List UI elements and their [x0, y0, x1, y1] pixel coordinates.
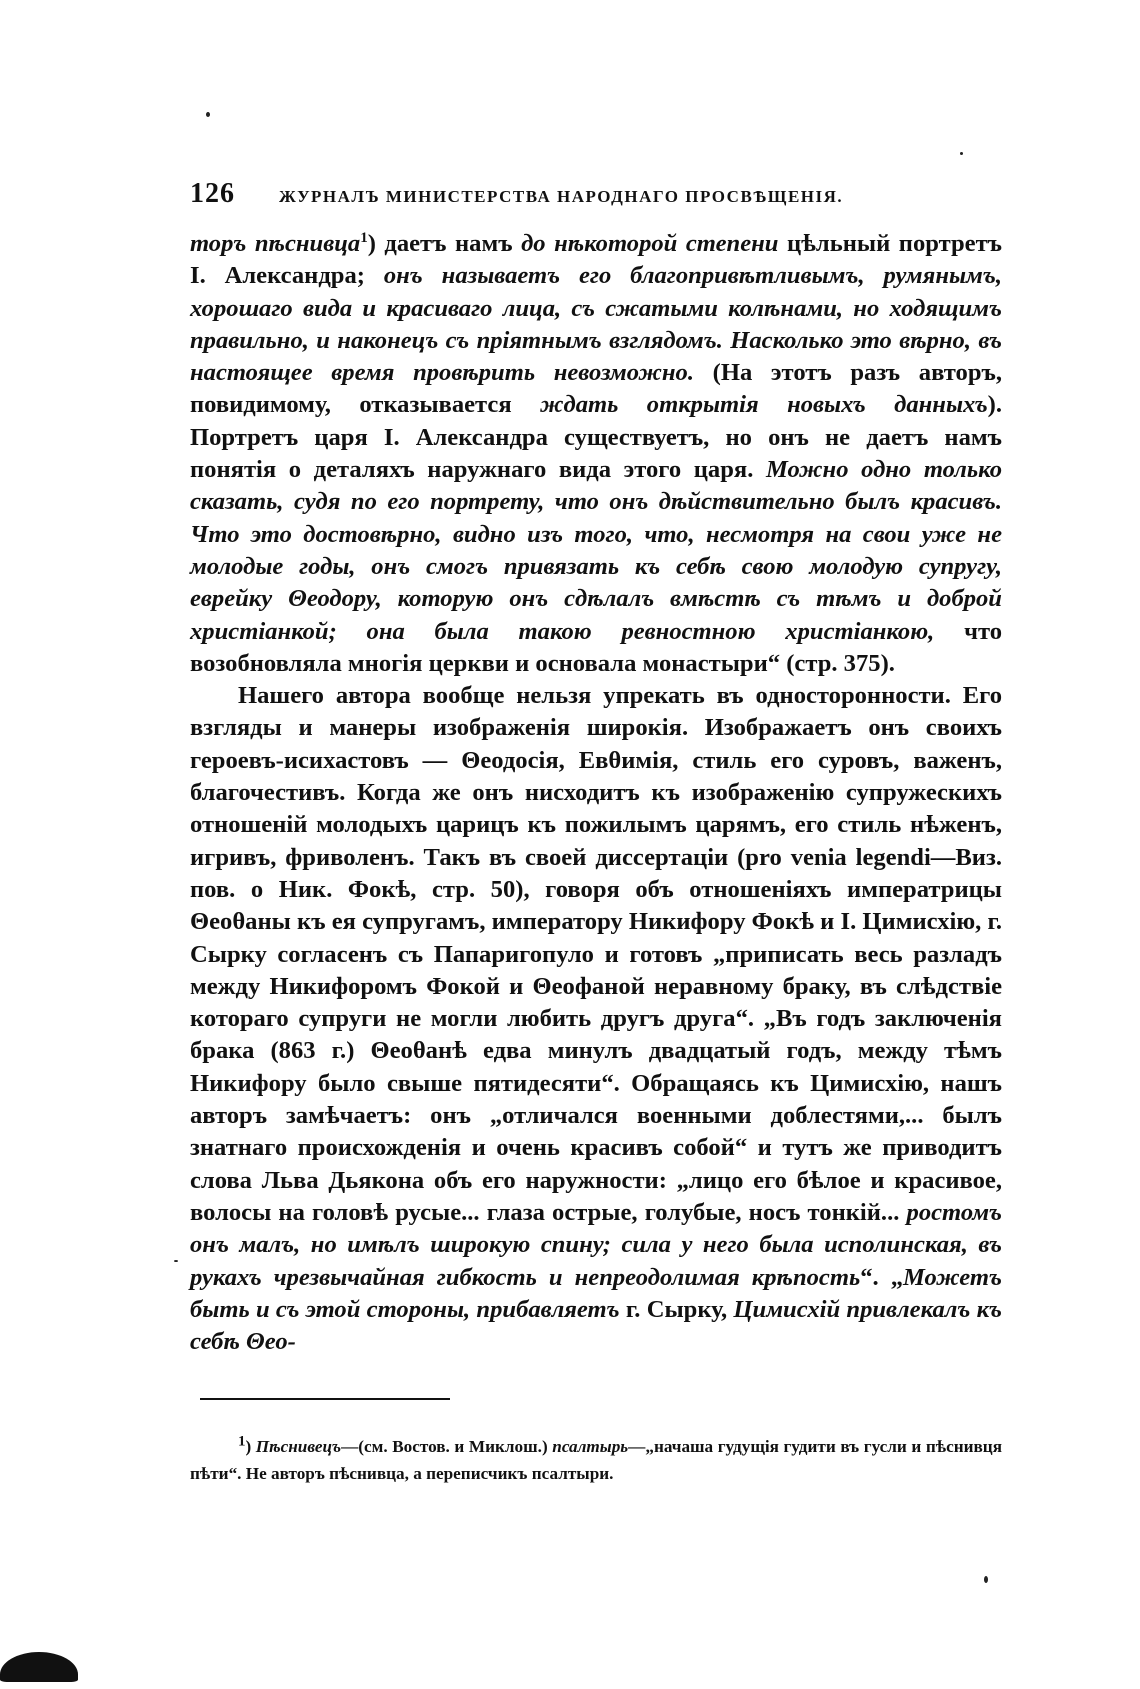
- text-span: ростомъ онъ малъ, но имѣлъ широкую спину; сила у него была исполинская, въ рукахъ чрезвычайная гибкость и непреодолимая крѣпость: [190, 1198, 1002, 1291]
- body-text: [190, 228, 1002, 1358]
- text-span: ) даетъ намъ: [367, 230, 522, 257]
- page-number: 126: [190, 178, 235, 209]
- text-span: что возобновляла многія церкви и основала монастыри“ (стр. 375).: [190, 617, 1002, 677]
- text-span: Можетъ быть и съ этой стороны, прибавляетъ: [190, 1263, 1002, 1323]
- text-span: цѣльный портретъ І. Александра;: [190, 230, 1002, 290]
- text-span: торъ пѣснивца: [190, 230, 361, 257]
- text-span: ждать открытія новыхъ данныхъ: [540, 391, 988, 419]
- scan-speck: [960, 152, 963, 155]
- text-span: (На этотъ разъ авторъ, повидимому, отказывается: [190, 359, 1002, 419]
- text-span: Можно одно только сказать, судя по его портрету, что онъ дѣйствительно былъ красивъ. Что это достовѣрно, видно изъ того, что, несмотря на свои уже не молодые годы, онъ смогъ привязать къ себѣ свою молодую супругу, еврейку Θеодору, которую онъ сдѣлалъ вмѣстѣ съ тѣмъ и доброй христіанкой; она была такою ревностною христіанкою,: [190, 456, 1002, 645]
- text-span: “. „: [860, 1263, 904, 1291]
- scan-speck: [206, 112, 210, 117]
- text-span: —„начаша гудущія гудити въ гусли и пѣснивця пѣти“. Не авторъ пѣснивца, а переписчикъ псалтыри.: [190, 1437, 1002, 1483]
- page-header: [190, 178, 1010, 212]
- footnote-mark: 1: [238, 1433, 246, 1450]
- text-span: ). Портретъ царя І. Александра существуетъ, но онъ не даетъ намъ понятія о деталяхъ наружнаго вида этого царя.: [190, 391, 1002, 484]
- scan-speck: [174, 1260, 178, 1262]
- footnote-divider: [200, 1398, 450, 1400]
- text-span: Нашего автора вообще нельзя упрекать въ односторонности. Его взгляды и манеры изображенія широкія. Изображаетъ онъ своихъ героевъ-исихастовъ — Θеодосія, Евθимія, стиль его суровъ, важенъ, благочестивъ. Когда же онъ нисходитъ къ изображенію супружескихъ отношеній молодыхъ царицъ къ пожилымъ царямъ, его стиль нѣженъ, игривъ, фриволенъ. Такъ въ своей диссертаціи (pro venia legendi—Виз. пов. о Ник. Фокѣ, стр. 50), говоря объ отношеніяхъ императрицы Θеоθаны къ ея супругамъ, императору Никифору Фокѣ и І. Цимисхію, г. Сырку согласенъ съ Папаригопуло и готовъ „приписать весь разладъ между Никифоромъ Фокой и Θеофаной неравному браку, въ слѣдствіе котораго супруги не могли любить другъ друга“. „Въ годъ заключенія брака (863 г.) Θеоθанѣ едва минулъ двадцатый годъ, между тѣмъ Никифору было свыше пятидесяти“. Обращаясь къ Цимисхію, нашъ авторъ замѣчаетъ: онъ „отличался военными доблестями,... былъ знатнаго происхожденія и очень красивъ собой“ и тутъ же приводитъ слова Льва Дьякона объ его наружности: „лицо его бѣлое и красивое, волосы на головѣ русые... глаза острые, голубые, носъ тонкій...: [190, 682, 1002, 1226]
- text-span: —(см. Востов. и Миклош.): [341, 1437, 553, 1456]
- text-span: до нѣкоторой степени: [521, 230, 779, 257]
- text-span: онъ называетъ его благопривѣтливымъ, румянымъ, хорошаго вида и красиваго лица, съ сжатыми колѣнами, но ходящимъ правильно, и наконецъ съ пріятнымъ взглядомъ. Насколько это вѣрно, въ настоящее время провѣрить невозможно.: [190, 262, 1002, 387]
- text-span: псалтырь: [552, 1437, 629, 1456]
- text-span: г. Сырку,: [619, 1295, 734, 1323]
- running-head: ЖУРНАЛЪ МИНИСТЕРСТВА НАРОДНАГО ПРОСВѢЩЕНІЯ.: [279, 187, 844, 206]
- scan-blot: [0, 1652, 78, 1682]
- text-span: ): [245, 1437, 256, 1456]
- scan-speck: [984, 1576, 988, 1583]
- footnote-reference[interactable]: 1: [360, 229, 368, 246]
- text-span: Цимисхій привлекалъ къ себѣ Θео-: [190, 1295, 1003, 1356]
- paragraph-continued: [190, 228, 1002, 680]
- paragraph: [190, 680, 1002, 1358]
- footnote: [190, 1433, 1002, 1487]
- text-span: Пѣснивецъ: [255, 1437, 342, 1456]
